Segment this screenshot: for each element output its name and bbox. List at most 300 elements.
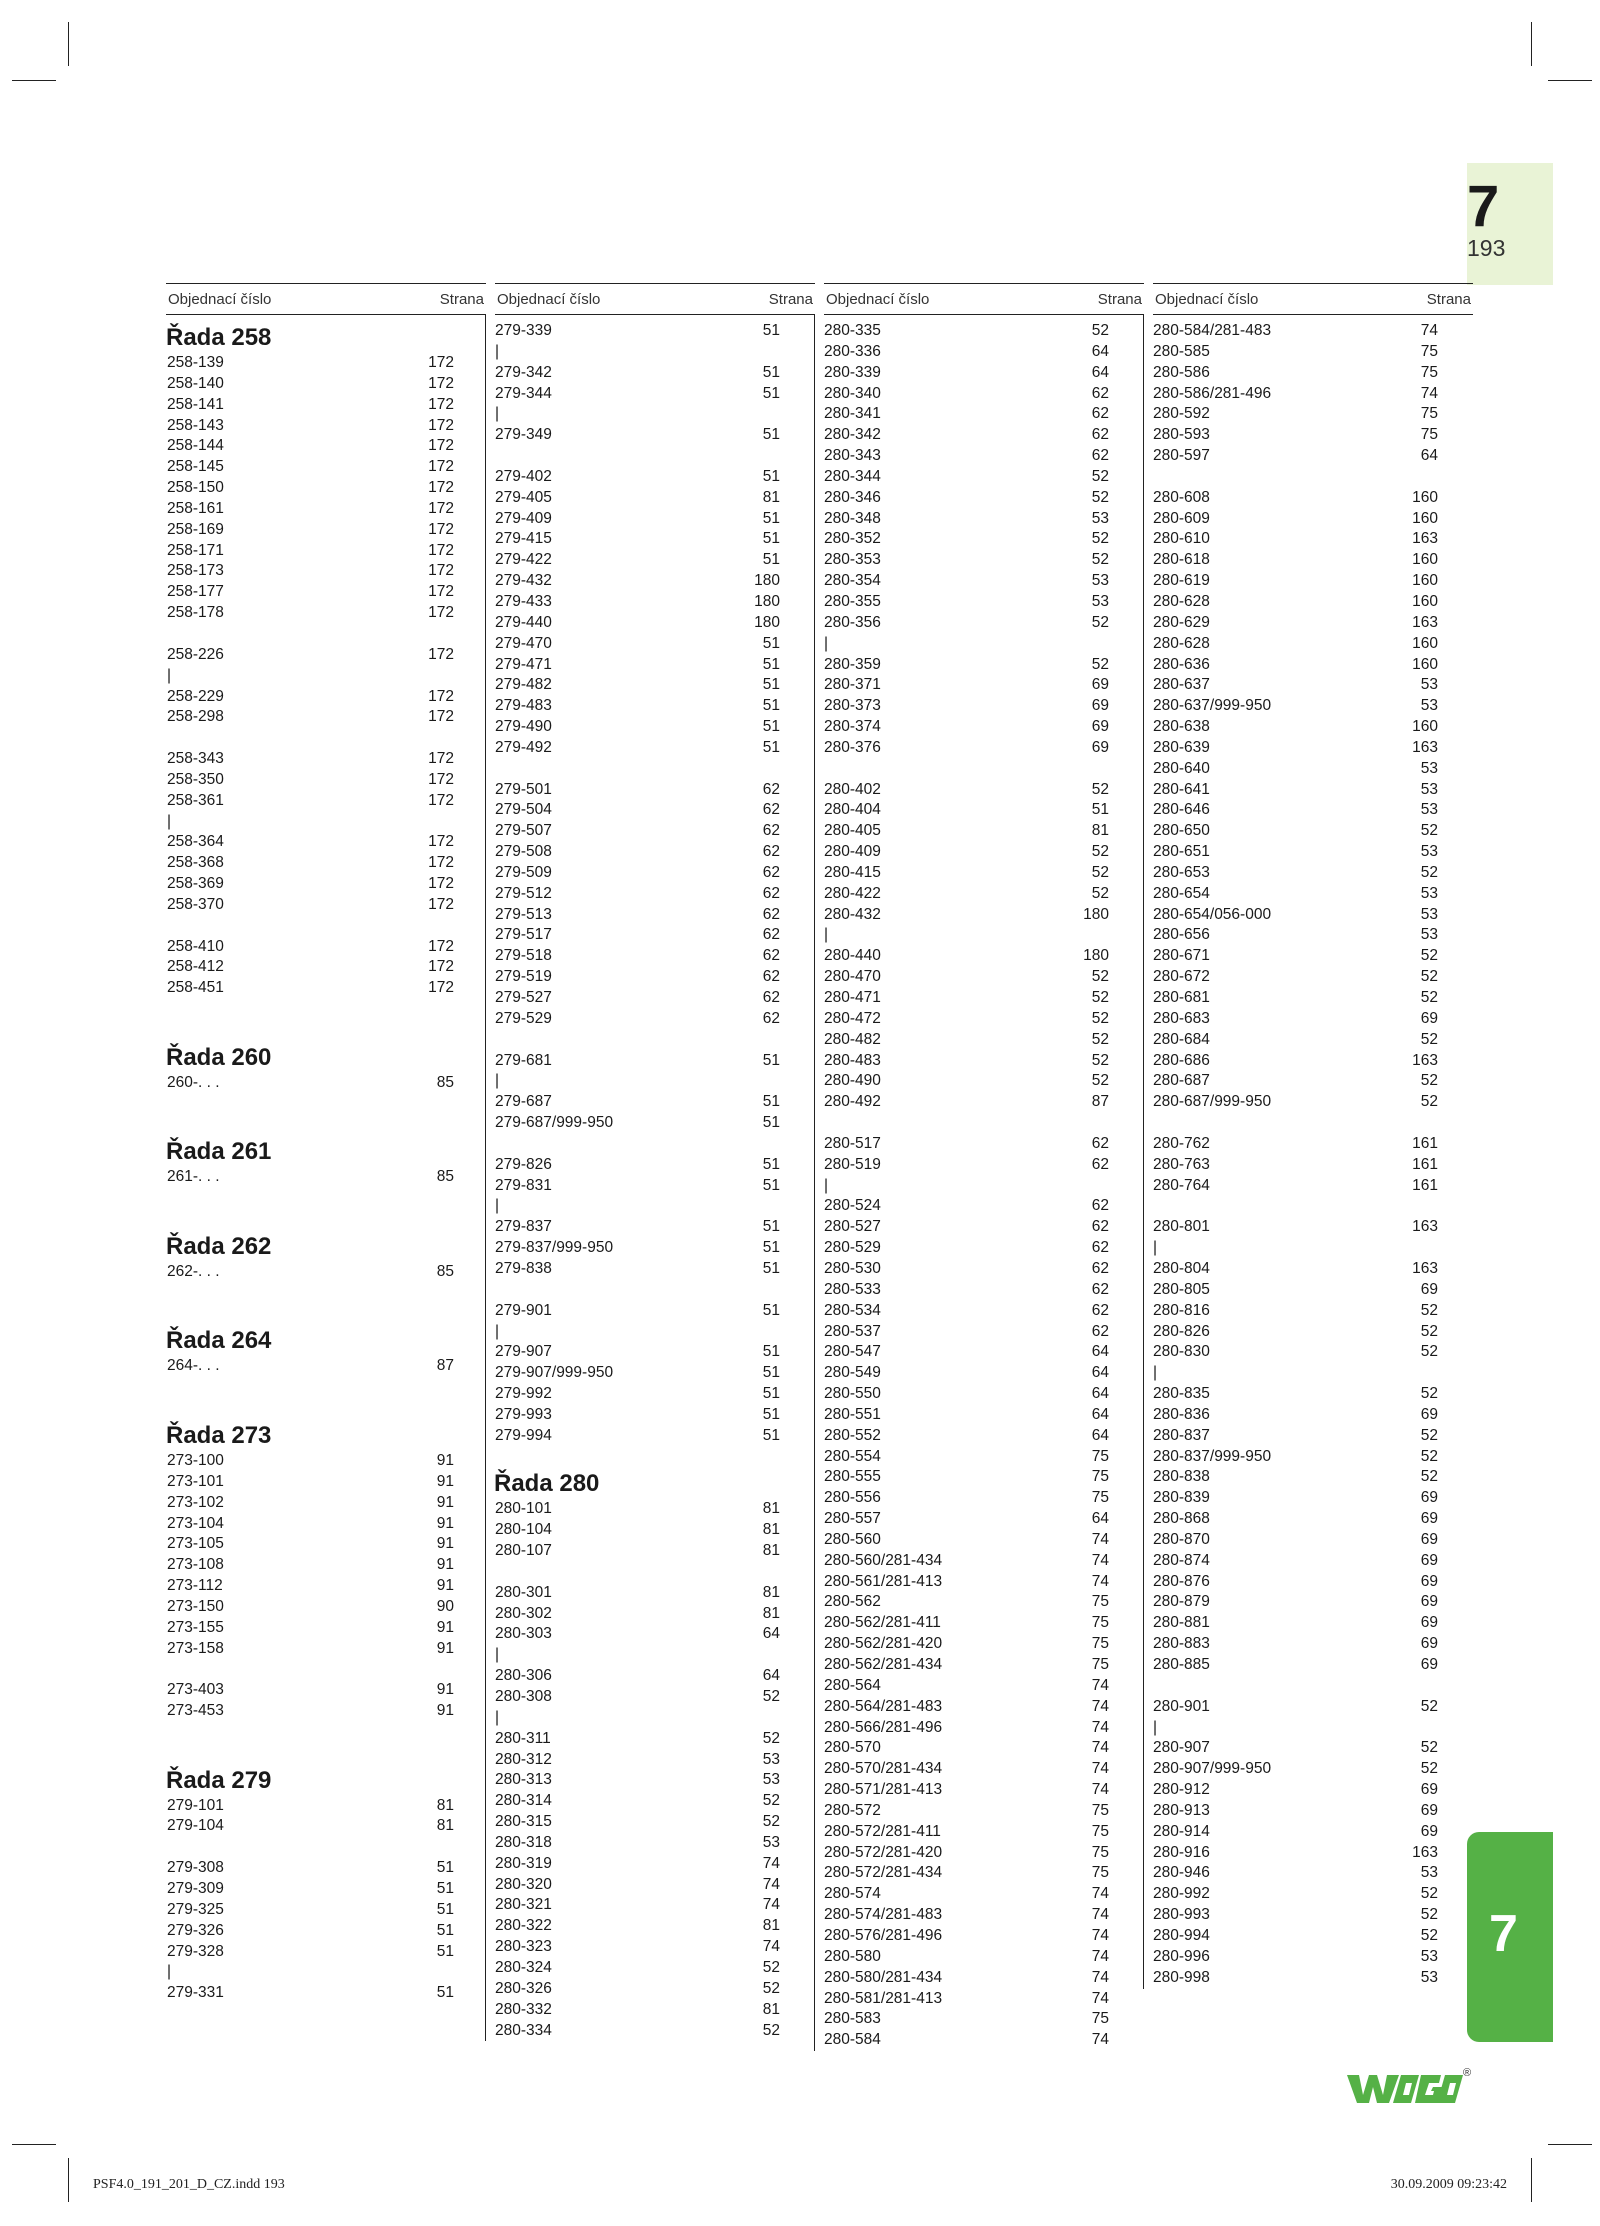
- order-number: |: [824, 1176, 829, 1194]
- page-reference: 74: [1091, 1885, 1109, 1903]
- page-reference: 69: [1420, 1489, 1438, 1507]
- order-number: 258-150: [167, 479, 224, 497]
- index-row: [494, 1729, 780, 1750]
- order-number: 280-490: [824, 1072, 881, 1090]
- order-number: 279-344: [495, 384, 552, 402]
- index-row: [166, 457, 454, 478]
- order-number: 280-326: [495, 1979, 552, 1997]
- order-number: 280-576/281-496: [824, 1926, 943, 1944]
- order-number: 258-169: [167, 520, 224, 538]
- order-number: 279-409: [495, 509, 552, 527]
- order-number: 273-102: [167, 1493, 224, 1511]
- order-number: 280-874: [1153, 1551, 1210, 1569]
- index-row: [494, 1541, 780, 1562]
- index-row: [494, 1520, 780, 1541]
- order-number: 280-584: [824, 2031, 881, 2049]
- order-number: 279-687: [495, 1093, 552, 1111]
- index-row: [1152, 717, 1438, 738]
- order-number: 280-302: [495, 1604, 552, 1622]
- index-row: [1152, 446, 1438, 467]
- order-number: 258-139: [167, 354, 224, 371]
- order-number: 280-639: [1153, 738, 1210, 756]
- page-reference: 62: [1091, 1155, 1109, 1173]
- page-reference: 52: [1091, 488, 1109, 506]
- page-reference: 52: [1420, 1447, 1438, 1465]
- page-reference: 172: [428, 750, 454, 768]
- page-reference: 161: [1412, 1176, 1438, 1194]
- page-reference: 172: [428, 958, 454, 976]
- index-row: [494, 509, 780, 530]
- column-header-page: Strana: [1426, 291, 1471, 308]
- index-row: [494, 571, 780, 592]
- page-reference: 52: [1420, 863, 1438, 881]
- index-row: [1152, 1363, 1438, 1384]
- order-number: 258-178: [167, 604, 224, 622]
- order-number: 279-415: [495, 530, 552, 548]
- order-number: 279-831: [495, 1176, 552, 1194]
- series-heading: Řada 273: [166, 1421, 272, 1449]
- order-number: 280-422: [824, 884, 881, 902]
- index-row: [823, 1968, 1109, 1989]
- series-heading: Řada 261: [166, 1138, 272, 1166]
- order-number: 280-471: [824, 989, 881, 1006]
- footer-timestamp: 30.09.2009 09:23:42: [1390, 2177, 1507, 2192]
- side-tab-number: 7: [1489, 1905, 1518, 1963]
- page-reference: 85: [436, 1262, 454, 1280]
- order-number: 280-650: [1153, 822, 1210, 840]
- index-row: [823, 1322, 1109, 1343]
- index-row: [494, 988, 780, 1009]
- index-row: [494, 1666, 780, 1687]
- index-row: [494, 550, 780, 571]
- spacer: [494, 446, 815, 467]
- page-reference: 64: [1091, 1385, 1109, 1403]
- page-reference: 172: [428, 395, 454, 413]
- index-row: [494, 1217, 780, 1238]
- index-row: [1152, 1509, 1438, 1530]
- order-number: 279-490: [495, 718, 552, 736]
- order-number: 280-837: [1153, 1426, 1210, 1444]
- index-row: [1152, 1447, 1438, 1468]
- index-row: [166, 666, 454, 687]
- page-reference: 64: [1091, 1426, 1109, 1444]
- page-reference: 74: [1091, 1530, 1109, 1548]
- index-row: [823, 1092, 1109, 1113]
- page-reference: 163: [1412, 1259, 1438, 1277]
- page-reference: 51: [762, 1426, 780, 1444]
- index-row: [166, 561, 454, 582]
- page-reference: 62: [1091, 447, 1109, 465]
- order-number: 280-534: [824, 1301, 881, 1319]
- index-row: [1152, 1342, 1438, 1363]
- page-reference: 51: [762, 1093, 780, 1111]
- index-row: [494, 1009, 780, 1030]
- page-reference: 91: [436, 1577, 454, 1595]
- page-reference: 52: [1091, 780, 1109, 798]
- page-reference: 75: [1091, 1656, 1109, 1673]
- page-reference: 62: [1091, 384, 1109, 402]
- page-reference: 180: [1083, 905, 1109, 923]
- page-reference: 172: [428, 895, 454, 913]
- order-number: 273-100: [167, 1451, 224, 1469]
- page-reference: 69: [1091, 697, 1109, 715]
- page-reference: 91: [436, 1451, 454, 1469]
- order-number: 279-527: [495, 989, 552, 1006]
- index-row: [166, 1555, 454, 1576]
- index-row: [823, 404, 1109, 425]
- order-number: 279-422: [495, 551, 552, 569]
- series-heading: Řada 279: [166, 1766, 272, 1794]
- page-reference: 172: [428, 354, 454, 371]
- index-row: [494, 1051, 780, 1072]
- page-reference: 87: [1091, 1093, 1109, 1111]
- page-reference: 62: [762, 926, 780, 944]
- index-row: [823, 1759, 1109, 1780]
- order-number: 280-868: [1153, 1510, 1210, 1528]
- index-row: [823, 905, 1109, 926]
- page-reference: 81: [1091, 822, 1109, 840]
- page-reference: 75: [1091, 1593, 1109, 1611]
- index-row: [166, 1618, 454, 1639]
- page-reference: 75: [1091, 1801, 1109, 1819]
- order-number: 280-637/999-950: [1153, 697, 1272, 715]
- column-header-page: Strana: [1097, 291, 1142, 308]
- index-row: [823, 1447, 1109, 1468]
- order-number: 280-344: [824, 467, 881, 485]
- index-row: [494, 655, 780, 676]
- order-number: 280-315: [495, 1813, 552, 1831]
- index-row: [823, 780, 1109, 801]
- order-number: 280-636: [1153, 655, 1210, 673]
- index-row: [494, 1259, 780, 1280]
- index-row: [1152, 425, 1438, 446]
- index-row: [494, 488, 780, 509]
- index-row: [166, 1921, 454, 1942]
- index-row: [1152, 384, 1438, 405]
- order-number: 280-835: [1153, 1385, 1210, 1403]
- order-number: |: [495, 1072, 500, 1090]
- order-number: 280-618: [1153, 551, 1210, 569]
- page-reference: 91: [436, 1535, 454, 1553]
- index-row: [494, 1426, 780, 1447]
- page-reference: 91: [436, 1514, 454, 1532]
- order-number: 258-229: [167, 687, 224, 705]
- page-reference: 69: [1420, 1593, 1438, 1611]
- order-number: 280-996: [1153, 1947, 1210, 1965]
- spacer: [166, 1659, 486, 1680]
- order-number: 279-349: [495, 426, 552, 444]
- index-row: [494, 1958, 780, 1979]
- order-number: 273-150: [167, 1597, 224, 1615]
- page-reference: 75: [1091, 1489, 1109, 1507]
- index-row: [1152, 1655, 1438, 1676]
- order-number: 279-504: [495, 801, 552, 819]
- order-number: 279-104: [167, 1817, 224, 1835]
- page-reference: 51: [762, 509, 780, 527]
- index-row: [166, 1701, 454, 1722]
- index-row: [1152, 1488, 1438, 1509]
- spacer: [166, 1283, 486, 1325]
- index-row: [494, 1322, 780, 1343]
- index-row: [1152, 1426, 1438, 1447]
- order-number: 279-101: [167, 1796, 224, 1814]
- order-number: 280-883: [1153, 1635, 1210, 1653]
- page-reference: 51: [762, 1364, 780, 1382]
- index-row: [823, 696, 1109, 717]
- index-row: [823, 717, 1109, 738]
- index-row: [166, 791, 454, 812]
- index-row: [166, 957, 454, 978]
- page-reference: 75: [1420, 342, 1438, 360]
- order-number: 279-992: [495, 1385, 552, 1403]
- page-reference: 81: [762, 2000, 780, 2018]
- order-number: 280-322: [495, 1917, 552, 1935]
- page-reference: 75: [1091, 1822, 1109, 1840]
- index-row: [166, 1816, 454, 1837]
- index-row: [1152, 1968, 1438, 1989]
- index-row: [1152, 905, 1438, 926]
- order-number: 280-992: [1153, 1885, 1210, 1903]
- order-number: 258-140: [167, 374, 224, 392]
- order-number: 280-550: [824, 1385, 881, 1403]
- order-number: 280-572/281-420: [824, 1843, 943, 1861]
- order-number: 264-. . .: [167, 1357, 220, 1375]
- index-row: [1152, 1613, 1438, 1634]
- order-number: 258-350: [167, 770, 224, 788]
- page-reference: 51: [762, 1176, 780, 1194]
- index-row: [166, 1262, 454, 1283]
- crop-mark: [12, 80, 56, 81]
- order-number: 280-355: [824, 592, 881, 610]
- page-reference: 51: [762, 1301, 780, 1319]
- column-header: [824, 283, 1144, 315]
- index-row: [494, 1342, 780, 1363]
- page-reference: 75: [1091, 1864, 1109, 1882]
- order-number: 280-517: [824, 1134, 881, 1152]
- order-number: 280-560/281-434: [824, 1551, 943, 1569]
- order-number: 280-303: [495, 1625, 552, 1643]
- page-reference: 87: [436, 1357, 454, 1375]
- index-row: [494, 1604, 780, 1625]
- page-reference: 62: [1091, 1134, 1109, 1152]
- index-row: [494, 1384, 780, 1405]
- page-reference: 172: [428, 875, 454, 893]
- index-column-3: [824, 283, 1144, 2051]
- index-row: [1152, 1718, 1438, 1739]
- order-number: 279-501: [495, 780, 552, 798]
- spacer: [494, 1134, 815, 1155]
- index-row: [1152, 1738, 1438, 1759]
- order-number: 279-339: [495, 322, 552, 339]
- index-row: [1152, 1843, 1438, 1864]
- order-number: 280-537: [824, 1322, 881, 1340]
- order-number: 279-405: [495, 488, 552, 506]
- page-reference: 52: [1091, 1051, 1109, 1069]
- page-reference: 81: [762, 1604, 780, 1622]
- order-number: 279-433: [495, 592, 552, 610]
- index-row: [823, 1801, 1109, 1822]
- crop-mark: [1531, 22, 1532, 66]
- page-reference: 69: [1091, 718, 1109, 736]
- index-row: [494, 2000, 780, 2021]
- order-number: 280-597: [1153, 447, 1210, 465]
- index-column-2: [495, 283, 815, 2041]
- index-row: [494, 696, 780, 717]
- order-number: 280-321: [495, 1896, 552, 1914]
- index-row: [166, 1451, 454, 1472]
- order-number: 280-405: [824, 822, 881, 840]
- page-reference: 52: [1091, 655, 1109, 673]
- index-row: [494, 1937, 780, 1958]
- order-number: 280-415: [824, 863, 881, 881]
- order-number: 258-226: [167, 645, 224, 663]
- page-reference: 53: [1091, 592, 1109, 610]
- index-row: [823, 1676, 1109, 1697]
- index-row: [1152, 780, 1438, 801]
- index-row: [823, 509, 1109, 530]
- order-number: 280-492: [824, 1093, 881, 1111]
- index-row: [823, 1488, 1109, 1509]
- page-reference: 91: [436, 1681, 454, 1699]
- index-row: [166, 1534, 454, 1555]
- page-reference: 52: [1091, 1030, 1109, 1048]
- page-reference: 172: [428, 979, 454, 997]
- page-reference: 69: [1420, 1009, 1438, 1027]
- index-row: [166, 707, 454, 728]
- page-reference: 172: [428, 458, 454, 476]
- order-number: 280-656: [1153, 926, 1210, 944]
- page-reference: 74: [1091, 1781, 1109, 1799]
- index-row: [1152, 1217, 1438, 1238]
- index-row: [823, 342, 1109, 363]
- index-row: [1152, 1801, 1438, 1822]
- order-number: 280-472: [824, 1009, 881, 1027]
- index-row: [166, 395, 454, 416]
- order-number: 280-354: [824, 572, 881, 590]
- index-row: [823, 2030, 1109, 2051]
- order-number: 280-323: [495, 1938, 552, 1956]
- page-reference: 74: [1091, 1551, 1109, 1569]
- order-number: 280-564/281-483: [824, 1697, 943, 1715]
- index-row: [494, 1895, 780, 1916]
- index-row: [823, 842, 1109, 863]
- page-reference: 53: [1420, 884, 1438, 902]
- page-reference: 52: [1420, 1906, 1438, 1924]
- index-row: [494, 467, 780, 488]
- page-reference: 62: [762, 863, 780, 881]
- index-row: [166, 937, 454, 958]
- index-row: [823, 363, 1109, 384]
- index-row: [1152, 321, 1438, 342]
- index-row: [1152, 842, 1438, 863]
- page-reference: 52: [1091, 1072, 1109, 1090]
- order-number: 280-519: [824, 1155, 881, 1173]
- page-reference: 180: [754, 572, 780, 590]
- page-reference: 74: [1091, 1760, 1109, 1778]
- page-reference: 62: [1091, 1239, 1109, 1257]
- page-reference: 64: [762, 1667, 780, 1685]
- page-reference: 51: [762, 1051, 780, 1069]
- order-number: 280-764: [1153, 1176, 1210, 1194]
- page-reference: 52: [1420, 1739, 1438, 1757]
- spacer: [494, 1280, 815, 1301]
- order-number: 279-907/999-950: [495, 1364, 614, 1382]
- index-row: [166, 436, 454, 457]
- index-row: [823, 1551, 1109, 1572]
- order-number: 279-513: [495, 905, 552, 923]
- index-row: [494, 384, 780, 405]
- page-reference: 51: [762, 697, 780, 715]
- order-number: 280-524: [824, 1197, 881, 1215]
- order-number: 280-583: [824, 2010, 881, 2028]
- order-number: 280-572/281-434: [824, 1864, 943, 1882]
- page-reference: 52: [762, 1813, 780, 1831]
- index-row: [823, 1697, 1109, 1718]
- order-number: 258-177: [167, 583, 224, 601]
- index-row: [494, 717, 780, 738]
- index-row: [1152, 529, 1438, 550]
- index-row: [166, 1962, 454, 1983]
- order-number: 280-562/281-434: [824, 1656, 943, 1673]
- page-reference: 64: [1091, 1364, 1109, 1382]
- order-number: 280-335: [824, 322, 881, 339]
- page-reference: 74: [762, 1896, 780, 1914]
- order-number: 280-560: [824, 1530, 881, 1548]
- index-row: [494, 1238, 780, 1259]
- footer-file: PSF4.0_191_201_D_CZ.indd 193: [93, 2177, 285, 2192]
- page-reference: 69: [1420, 1405, 1438, 1423]
- order-number: 279-837/999-950: [495, 1239, 614, 1257]
- order-number: 280-586/281-496: [1153, 384, 1272, 402]
- order-number: 280-998: [1153, 1968, 1210, 1986]
- page-reference: 51: [762, 551, 780, 569]
- page-reference: 69: [1420, 1801, 1438, 1819]
- index-row: [166, 1073, 454, 1094]
- order-number: 280-359: [824, 655, 881, 673]
- page-reference: 51: [762, 426, 780, 444]
- index-row: [1152, 967, 1438, 988]
- order-number: 280-356: [824, 613, 881, 631]
- page-reference: 172: [428, 854, 454, 872]
- order-number: 280-529: [824, 1239, 881, 1257]
- page-reference: 172: [428, 374, 454, 392]
- index-row: [494, 1770, 780, 1791]
- index-row: [823, 1863, 1109, 1884]
- page-reference: 74: [1420, 384, 1438, 402]
- page-reference: 172: [428, 791, 454, 809]
- order-number: 279-402: [495, 467, 552, 485]
- order-number: 258-370: [167, 895, 224, 913]
- order-number: 280-374: [824, 718, 881, 736]
- page-reference: 69: [1420, 1822, 1438, 1840]
- page-reference: 53: [762, 1833, 780, 1851]
- index-row: [494, 1645, 780, 1666]
- order-number: 280-552: [824, 1426, 881, 1444]
- page-reference: 51: [762, 1259, 780, 1277]
- page-reference: 74: [1091, 1989, 1109, 2007]
- index-row: [1152, 634, 1438, 655]
- order-number: |: [824, 634, 829, 652]
- page-reference: 91: [436, 1618, 454, 1636]
- index-row: [1152, 1780, 1438, 1801]
- page-reference: 52: [1091, 530, 1109, 548]
- order-number: 280-608: [1153, 488, 1210, 506]
- page-reference: 52: [1420, 1468, 1438, 1486]
- page-reference: 52: [762, 1688, 780, 1705]
- index-row: [166, 645, 454, 666]
- order-number: 273-108: [167, 1556, 224, 1574]
- order-number: 280-318: [495, 1833, 552, 1851]
